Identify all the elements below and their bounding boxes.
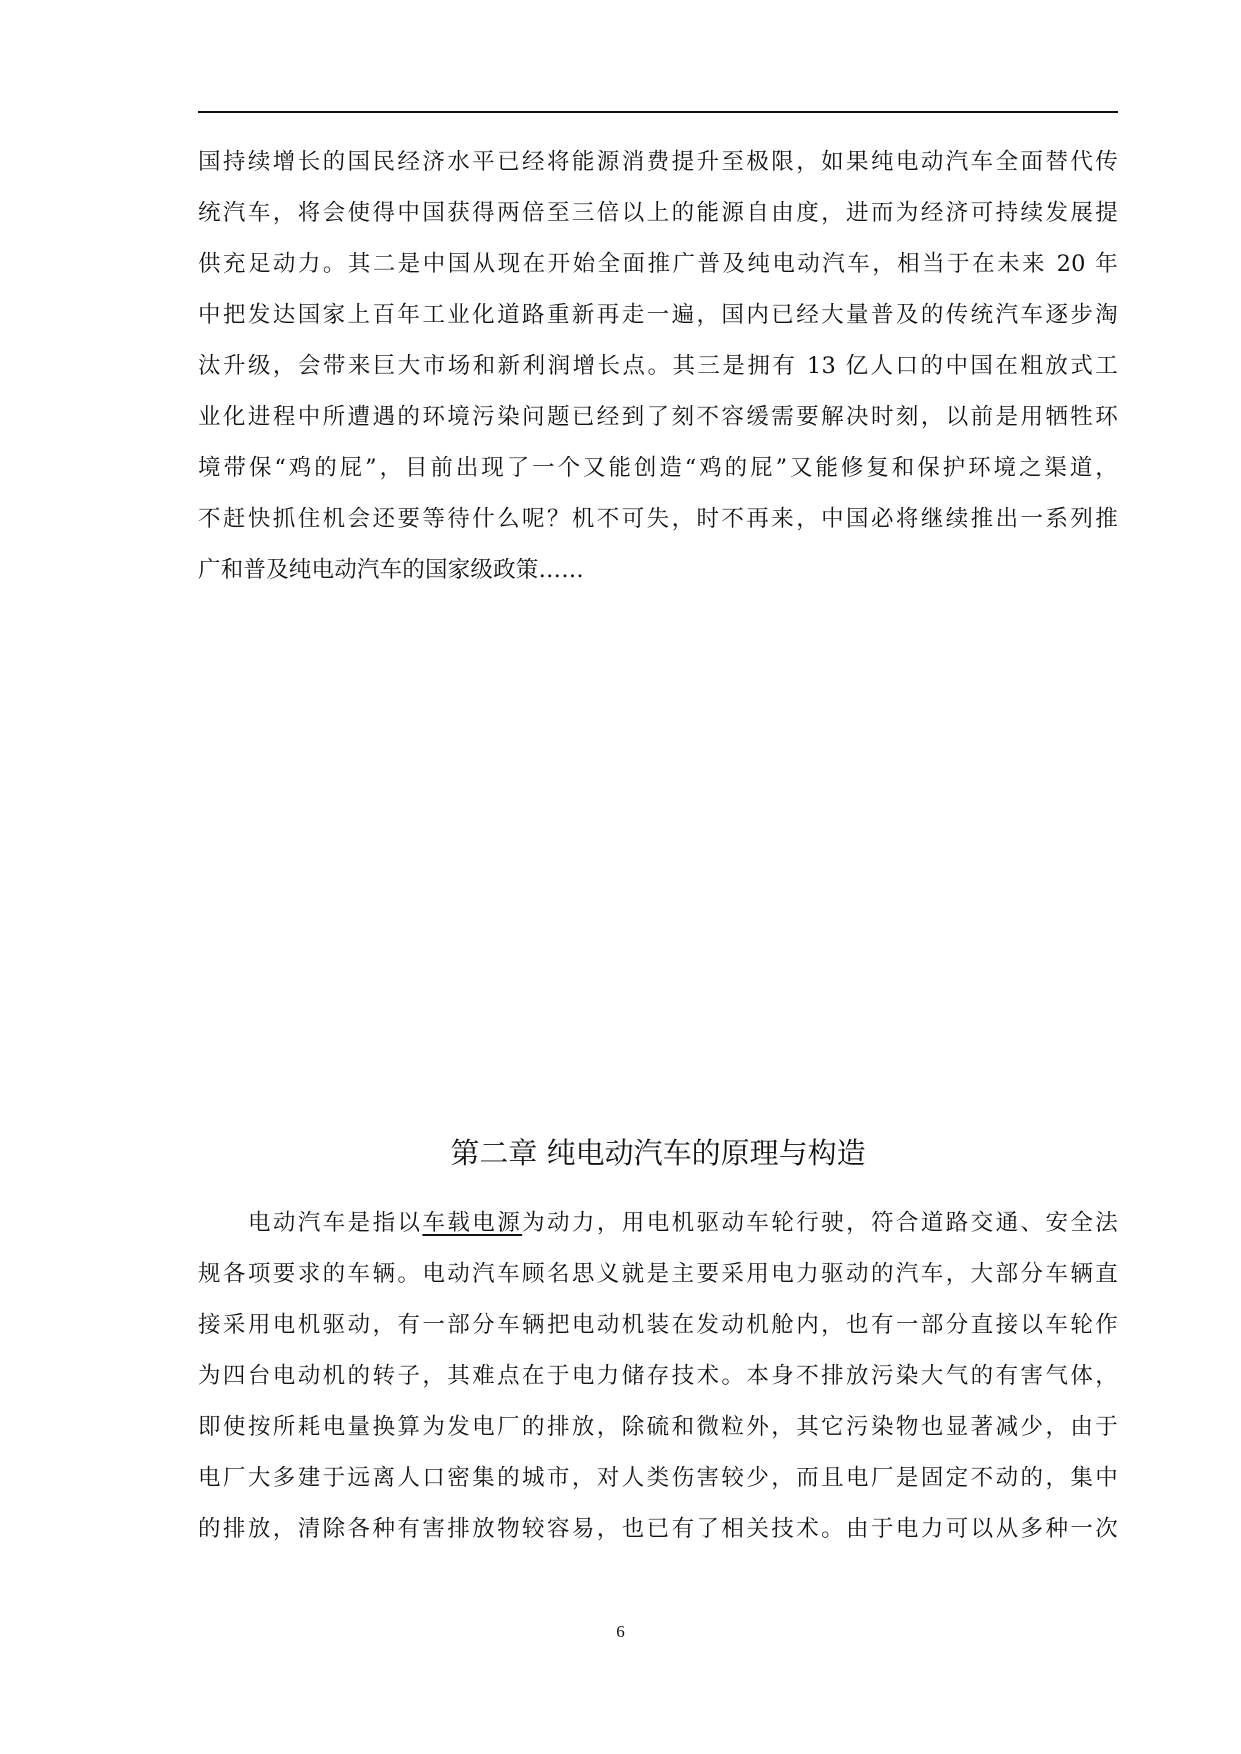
text-run: 为动力，用电机驱动车轮行驶，符合道路交通、安全法 bbox=[522, 1210, 1118, 1236]
page-number: 6 bbox=[616, 1622, 625, 1641]
text-run: 电动汽车是指以 bbox=[248, 1210, 423, 1236]
paragraph-line: 规各项要求的车辆。电动汽车顾名思义就是主要采用电力驱动的汽车，大部分车辆直 bbox=[198, 1261, 1118, 1287]
underlined-term: 车载电源 bbox=[422, 1210, 523, 1236]
paragraph-line: 供充足动力。其二是中国从现在开始全面推广普及纯电动汽车，相当于在未来 20 年 bbox=[198, 251, 1118, 277]
paragraph-line: 境带保“鸡的屁”，目前出现了一个又能创造“鸡的屁”又能修复和保护环境之渠道， bbox=[198, 455, 1118, 481]
header-rule bbox=[198, 111, 1118, 113]
chapter-title: 第二章 纯电动汽车的原理与构造 bbox=[450, 1136, 866, 1170]
paragraph-line: 即使按所耗电量换算为发电厂的排放，除硫和微粒外，其它污染物也显著减少，由于 bbox=[198, 1414, 1118, 1440]
paragraph-line: 统汽车，将会使得中国获得两倍至三倍以上的能源自由度，进而为经济可持续发展提 bbox=[198, 200, 1118, 226]
paragraph-line: 国持续增长的国民经济水平已经将能源消费提升至极限，如果纯电动汽车全面替代传 bbox=[198, 149, 1118, 175]
paragraph-line: 电厂大多建于远离人口密集的城市，对人类伤害较少，而且电厂是固定不动的，集中 bbox=[198, 1465, 1118, 1491]
paragraph-line: 业化进程中所遭遇的环境污染问题已经到了刻不容缓需要解决时刻，以前是用牺牲环 bbox=[198, 404, 1118, 430]
paragraph-line: 的排放，清除各种有害排放物较容易，也已有了相关技术。由于电力可以从多种一次 bbox=[198, 1516, 1118, 1542]
body-text-top bbox=[198, 137, 1118, 596]
paragraph-line: 中把发达国家上百年工业化道路重新再走一遍，国内已经大量普及的传统汽车逐步淘 bbox=[198, 302, 1118, 328]
paragraph-line: 广和普及纯电动汽车的国家级政策…… bbox=[198, 557, 584, 583]
paragraph-line: 为四台电动机的转子，其难点在于电力储存技术。本身不排放污染大气的有害气体， bbox=[198, 1363, 1118, 1389]
paragraph-line: 不赶快抓住机会还要等待什么呢？机不可失，时不再来，中国必将继续推出一系列推 bbox=[198, 506, 1118, 532]
paragraph-line: 汰升级，会带来巨大市场和新利润增长点。其三是拥有 13 亿人口的中国在粗放式工 bbox=[198, 353, 1118, 379]
paragraph-first-line bbox=[198, 1198, 1118, 1249]
paragraph-line: 接采用电机驱动，有一部分车辆把电动机装在发动机舱内，也有一部分直接以车轮作 bbox=[198, 1312, 1118, 1338]
body-text-bottom bbox=[198, 1198, 1118, 1555]
